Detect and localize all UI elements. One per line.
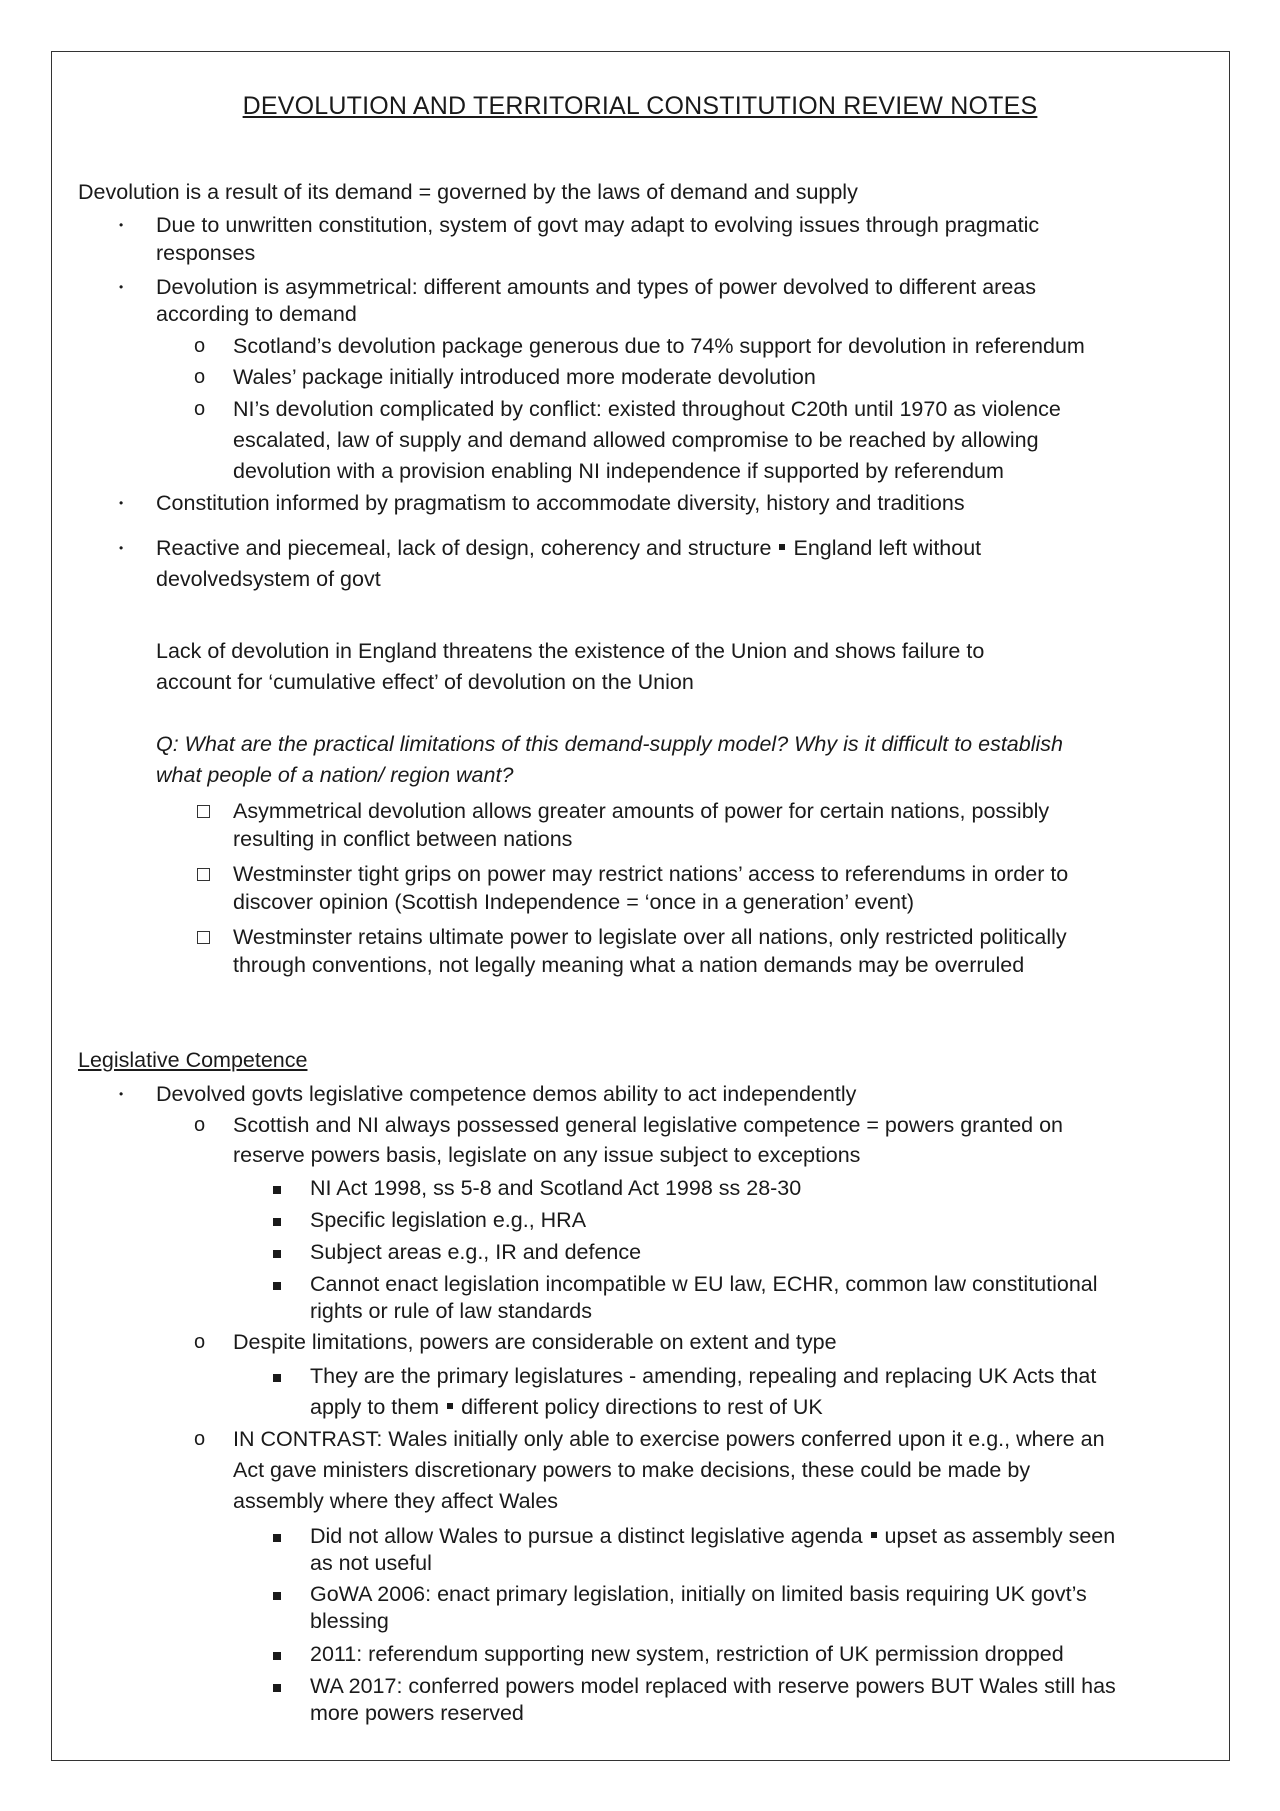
sub-sub-bullet-text [310,1393,823,1421]
sub-sub-bullet-text: more powers reserved [310,1701,524,1725]
answer-text: Westminster tight grips on power may restrict nations’ access to referendums in order to [233,862,1069,886]
answer-text: Westminster retains ultimate power to legislate over all nations, only restricted politically [233,925,1067,949]
text-part: different policy directions to rest of UK [461,1395,823,1419]
sub-bullet-text: Wales’ package initially introduced more moderate devolution [233,365,816,389]
text-part: apply to them [310,1395,440,1419]
sub-bullet-text: Scotland’s devolution package generous due to 74% support for devolution in referendum [233,334,1085,358]
square-bullet-icon [273,1250,281,1258]
sub-sub-bullet-text: 2011: referendum supporting new system, restriction of UK permission dropped [310,1642,1064,1666]
square-bullet-icon [273,1186,281,1194]
sub-sub-bullet-text: rights or rule of law standards [310,1299,593,1323]
sub-bullet-text: Despite limitations, powers are considerable on extent and type [233,1330,837,1354]
answer-text: through conventions, not legally meaning what a nation demands may be overruled [233,953,1025,977]
bullet-text: Due to unwritten constitution, system of govt may adapt to evolving issues through pragmatic [156,213,1040,237]
bullet-text: Devolved govts legislative competence demos ability to act independently [156,1082,857,1106]
bullet-text [156,534,981,562]
sub-bullet-text: escalated, law of supply and demand allowed compromise to be reached by allowing [233,428,1039,452]
bullet-text: responses [156,241,256,265]
checkbox-icon [197,931,210,944]
square-bullet-icon [273,1684,281,1692]
intro-text: Devolution is a result of its demand = governed by the laws of demand and supply [78,180,858,204]
sub-bullet-text: Act gave ministers discretionary powers to make decisions, these could be made by [233,1458,1031,1482]
sub-sub-bullet-text: blessing [310,1609,389,1633]
question-text: Q: What are the practical limitations of this demand-supply model? Why is it difficult to establish [156,732,1063,756]
answer-text: resulting in conflict between nations [233,827,573,851]
bullet-icon: • [119,1087,124,1101]
circle-bullet-icon: o [194,1428,206,1450]
arrow-icon [447,1403,453,1409]
arrow-icon [871,1532,877,1538]
sub-bullet-text: reserve powers basis, legislate on any issue subject to exceptions [233,1143,861,1167]
bullet-text: Constitution informed by pragmatism to accommodate diversity, history and traditions [156,491,965,515]
sub-sub-bullet-text: as not useful [310,1551,432,1575]
question-text: what people of a nation/ region want? [156,763,514,787]
sub-bullet-text: devolution with a provision enabling NI independence if supported by referendum [233,459,1004,483]
sub-sub-bullet-text [310,1522,1115,1550]
bullet-text: Devolution is asymmetrical: different amounts and types of power devolved to different areas [156,275,1036,299]
bullet-icon: • [119,541,124,555]
paragraph-text: account for ‘cumulative effect’ of devolution on the Union [156,670,694,694]
circle-bullet-icon: o [194,1331,206,1353]
circle-bullet-icon: o [194,398,206,420]
sub-sub-bullet-text: Cannot enact legislation incompatible w EU law, ECHR, common law constitutional [310,1272,1098,1296]
sub-bullet-text: assembly where they affect Wales [233,1489,559,1513]
square-bullet-icon [273,1534,281,1542]
answer-text: Asymmetrical devolution allows greater amounts of power for certain nations, possibly [233,799,1050,823]
bullet-icon: • [119,280,124,294]
sub-bullet-text: NI’s devolution complicated by conflict: existed throughout C20th until 1970 as violence [233,397,1061,421]
square-bullet-icon [273,1592,281,1600]
section-heading: Legislative Competence [78,1048,308,1072]
bullet-text-part: England left without [793,536,982,560]
bullet-icon: • [119,218,124,232]
sub-sub-bullet-text: NI Act 1998, ss 5-8 and Scotland Act 1998 ss 28-30 [310,1176,802,1200]
bullet-icon: • [119,496,124,510]
circle-bullet-icon: o [194,366,206,388]
sub-bullet-text: IN CONTRAST: Wales initially only able to exercise powers conferred upon it e.g., where an [233,1427,1105,1451]
square-bullet-icon [273,1652,281,1660]
bullet-text-part: Reactive and piecemeal, lack of design, coherency and structure [156,536,772,560]
sub-sub-bullet-text: Subject areas e.g., IR and defence [310,1240,642,1264]
page-title: DEVOLUTION AND TERRITORIAL CONSTITUTION REVIEW NOTES [242,92,1038,120]
text-part: upset as assembly seen [884,1524,1116,1548]
circle-bullet-icon: o [194,335,206,357]
sub-sub-bullet-text: GoWA 2006: enact primary legislation, initially on limited basis requiring UK govt’s [310,1582,1087,1606]
sub-sub-bullet-text: WA 2017: conferred powers model replaced with reserve powers BUT Wales still has [310,1674,1116,1698]
square-bullet-icon [273,1282,281,1290]
circle-bullet-icon: o [194,1114,206,1136]
sub-bullet-text: Scottish and NI always possessed general legislative competence = powers granted on [233,1113,1064,1137]
bullet-text: according to demand [156,302,357,326]
checkbox-icon [197,805,210,818]
square-bullet-icon [273,1218,281,1226]
paragraph-text: Lack of devolution in England threatens the existence of the Union and shows failure to [156,639,985,663]
arrow-icon [779,544,785,550]
answer-text: discover opinion (Scottish Independence = ‘once in a generation’ event) [233,890,915,914]
checkbox-icon [197,868,210,881]
sub-sub-bullet-text: Specific legislation e.g., HRA [310,1208,587,1232]
square-bullet-icon [273,1374,281,1382]
text-part: Did not allow Wales to pursue a distinct legislative agenda [310,1524,863,1548]
bullet-text: devolvedsystem of govt [156,567,381,591]
sub-sub-bullet-text: They are the primary legislatures - amending, repealing and replacing UK Acts that [310,1364,1097,1388]
